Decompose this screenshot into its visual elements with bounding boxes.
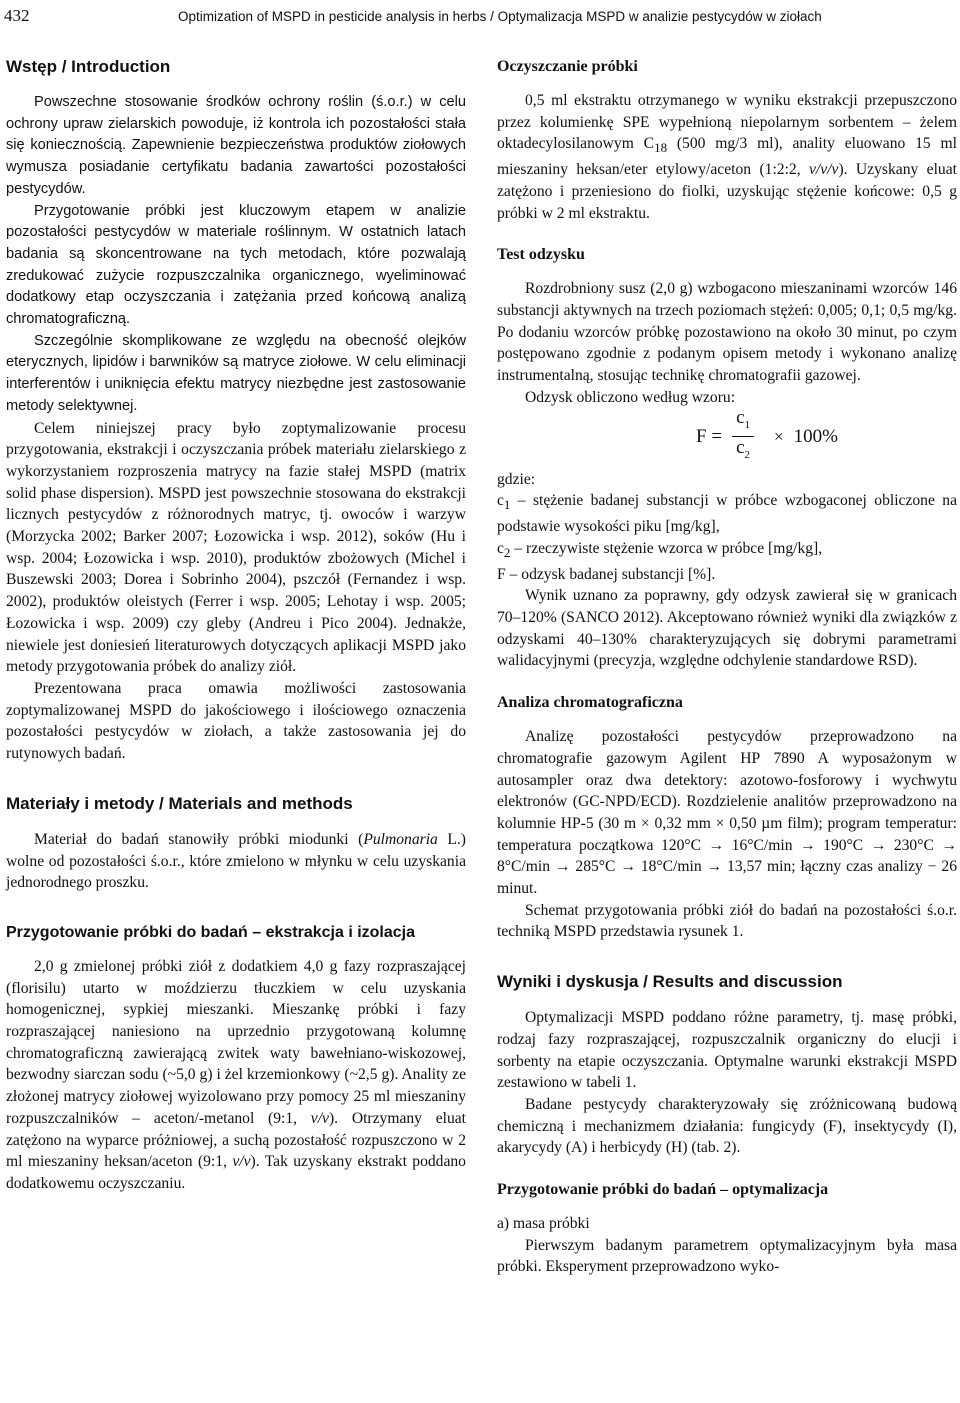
optimization-heading: Przygotowanie próbki do badań – optymalizacja	[497, 1181, 829, 1199]
page-number: 432	[4, 6, 30, 25]
recovery-paragraph-1: Rozdrobniony susz (2,0 g) wzbogacono mieszaninami wzorców 146 substancji aktywnych na trzech poziomach stężeń: 0,005; 0,1; 0,5 mg/kg. Po dodaniu wzorców próbkę pozostawiono na około 30 minut, po czym postępowano zgodnie z podanym opisem metody i wykonano analizę instrumentalną, stosując technikę chromatografii gazowej.	[497, 280, 957, 385]
methods-paragraph-1: Materiał do badań stanowiły próbki miodunki (Pulmonaria L.) wolne od pozostałości ś.o.r., które zmielono w młynku w celu uzyskania jednorodnego proszku.	[6, 830, 466, 892]
recovery-paragraph-2: Odzysk obliczono według wzoru:	[525, 388, 736, 406]
chromatography-paragraph-1: Analizę pozostałości pestycydów przeprowadzono na chromatografie gazowym Agilent HP 7890 A wyposażonym w autosampler oraz dwa detektory: azotowo-fosforowy i wychwytu elektronów (GC-NPD/ECD). Rozdzielenie analitów przeprowadzono na kolumnie HP-5 (30 m × 0,32 mm × 0,50 µm film); program temperatur: temperatura początkowa 120°C → 16°C/min → 190°C → 230°C → 8°C/min → 285°C → 18°C/min → 13,57 min; łączny czas analizy − 26 minut.	[497, 728, 957, 898]
definition-c2: $c_2$ – rzeczywiste stężenie wzorca w próbce [mg/kg],	[497, 539, 823, 560]
cleanup-paragraph: 0,5 ml ekstraktu otrzymanego w wyniku ekstrakcji przepuszczono przez kolumienkę SPE wypełnioną niepolarnym sorbentem – żelem oktadecylosilanowym $C_{18}$ (500 mg/3 ml), anality eluowano 15 ml mieszaniny heksan/eter etylowy/aceton (1:2:2, v/v/v). Uzyskany eluat zatężono i przeniesiono do fiolki, uzyskując stężenie końcowe: 0,5 g próbki w 2 ml ekstraktu.	[497, 92, 957, 222]
results-paragraph-2: Badane pestycydy charakteryzowały się zróżnicowaną budową chemiczną i mechanizmem działania: fungicydy (F), insektycydy (I), akarycydy (A) i herbicydy (H) (tab. 2).	[497, 1095, 957, 1157]
left-column	[6, 50, 466, 1195]
intro-paragraph-1: Powszechne stosowanie środków ochrony roślin (ś.o.r.) w celu ochrony upraw zielarskich powoduje, iż kontrola ich pozostałości stała się koniecznością. Zapewnienie bezpieczeństwa produktów ziołowych wymusza posiadanie certyfikatu badania zawartości pozostałości pestycydów.	[6, 94, 466, 197]
formula-lhs: F =	[696, 425, 723, 447]
intro-heading: Wstęp / Introduction	[6, 57, 171, 76]
definition-f: F – odzysk badanej substancji [%].	[497, 565, 716, 583]
methods-heading: Materiały i metody / Materials and methods	[6, 793, 353, 813]
optimization-item-a: a) masa próbki	[497, 1215, 590, 1233]
running-title: Optimization of MSPD in pesticide analysis in herbs / Optymalizacja MSPD w analizie pestycydów w ziołach	[178, 9, 822, 24]
formula-multiply: ×	[774, 426, 784, 446]
recovery-paragraph-3: Wynik uznano za poprawny, gdy odzysk zawierał się w granicach 70–120% (SANCO 2012). Akceptowano również wyniki dla związków z odzyskami 40–130% charakteryzujących się dobrymi parametrami walidacyjnymi (precyzja, względne odchylenie standardowe RSD).	[497, 587, 957, 670]
chromatography-heading: Analiza chromatograficzna	[497, 694, 683, 712]
intro-paragraph-2: Przygotowanie próbki jest kluczowym etapem w analizie pozostałości pestycydów w materiale roślinnym. W ostatnich latach badania są skoncentrowane na tych metodach, które pozwalają zredukować zużycie rozpuszczalnika organicznego, wyeliminować dodatkowy etap oczyszczania i zatężania przed końcową analizą chromatograficzną.	[6, 202, 466, 328]
sample-prep-paragraph: 2,0 g zmielonej próbki ziół z dodatkiem 4,0 g fazy rozpraszającej (florisilu) utarto w moździerzu tłuczkiem w celu uzyskania homogenicznej, sypkiej mieszanki. Mieszankę próbki i fazy rozpraszającej naniesiono na uprzednio przygotowaną kolumnę chromatograficzną zawierającą zwitek waty bawełniano-wiskozowej, bezwodny siarczan sodu (~5,0 g) i żel krzemionkowy (~2,5 g). Anality ze złożonej matrycy ziołowej wyizolowano przy pomocy 25 ml mieszaniny rozpuszczalników – aceton/-metanol (9:1, v/v). Otrzymany eluat zatężono na wyparce próżniowej, a suchą pozostałość rozpuszczono w 2 ml mieszaniny heksan/aceton (9:1, v/v). Tak uzyskany ekstrakt poddano dodatkowemu oczyszczaniu.	[6, 957, 467, 1192]
results-paragraph-1: Optymalizacji MSPD poddano różne parametry, tj. masę próbki, rodzaj fazy rozpraszającej, rozpuszczalnik organiczny do elucji i sorbenty na etapie oczyszczania. Optymalne warunki ekstrakcji MSPD zestawiono w tabeli 1.	[497, 1009, 957, 1092]
intro-paragraph-3: Szczególnie skomplikowane ze względu na obecność olejków eterycznych, lipidów i barwników są matryce ziołowe. W celu eliminacji interferentów i uniknięcia efektu matrycy niezbędne jest zastosowanie metody selektywnej.	[6, 332, 466, 414]
running-header	[4, 6, 956, 28]
sample-prep-heading: Przygotowanie próbki do badań – ekstrakcja i izolacja	[6, 923, 416, 941]
where-label: gdzie:	[497, 470, 536, 488]
recovery-heading: Test odzysku	[497, 246, 585, 264]
recovery-formula	[577, 407, 957, 463]
intro-paragraph-5: Prezentowana praca omawia możliwości zastosowania zoptymalizowanej MSPD do jakościowego i ilościowego oznaczenia pozostałości pestycydów w ziołach, a także zastosowania jej do rutynowych badań.	[6, 679, 466, 763]
chromatography-paragraph-2: Schemat przygotowania próbki ziół do badań na pozostałości ś.o.r. techniką MSPD przedstawia rysunek 1.	[497, 901, 957, 941]
right-column	[497, 50, 957, 1278]
optimization-paragraph-1: Pierwszym badanym parametrem optymalizacyjnym była masa próbki. Eksperyment przeprowadzono wyko-	[497, 1236, 957, 1276]
cleanup-heading: Oczyszczanie próbki	[497, 58, 638, 75]
definition-c1: $c_1$ – stężenie badanej substancji w próbce wzbogaconej obliczone na podstawie wysokości piku [mg/kg],	[497, 492, 957, 536]
results-heading: Wyniki i dyskusja / Results and discussion	[497, 972, 843, 992]
formula-fraction: $\frac{c_1}{c_2}$	[732, 407, 754, 466]
formula-rhs: 100%	[793, 425, 838, 447]
intro-paragraph-4: Celem niniejszej pracy było zoptymalizowanie procesu przygotowania, ekstrakcji i oczyszczania próbek materiału zielarskiego z wykorzystaniem rozproszenia matrycy na fazie stałej MSPD (matrix solid phase dispersion). MSPD jest powszechnie stosowana do ekstrakcji licznych pestycydów z różnorodnych matryc, tj. owoców i warzyw (Morzycka 2002; Barker 2007; Łozowicka i wsp. 2012), soków (Hu i wsp. 2004; Łozowicka i wsp. 2010), produktów zbożowych (Michel i Buszewski 2003; Dorea i Sobrinho 2004), pszczół (Fernandez i wsp. 2002), produktów oleistych (Ferrer i wsp. 2005; Lehotay i wsp. 2005; Łozowicka i wsp. 2009) czy gleby (Andreu i Pico 2004). Jednakże, niewiele jest doniesień literaturowych dotyczących aplikacji MSPD jako metody przygotowania próbek do analizy ziół.	[6, 419, 466, 676]
